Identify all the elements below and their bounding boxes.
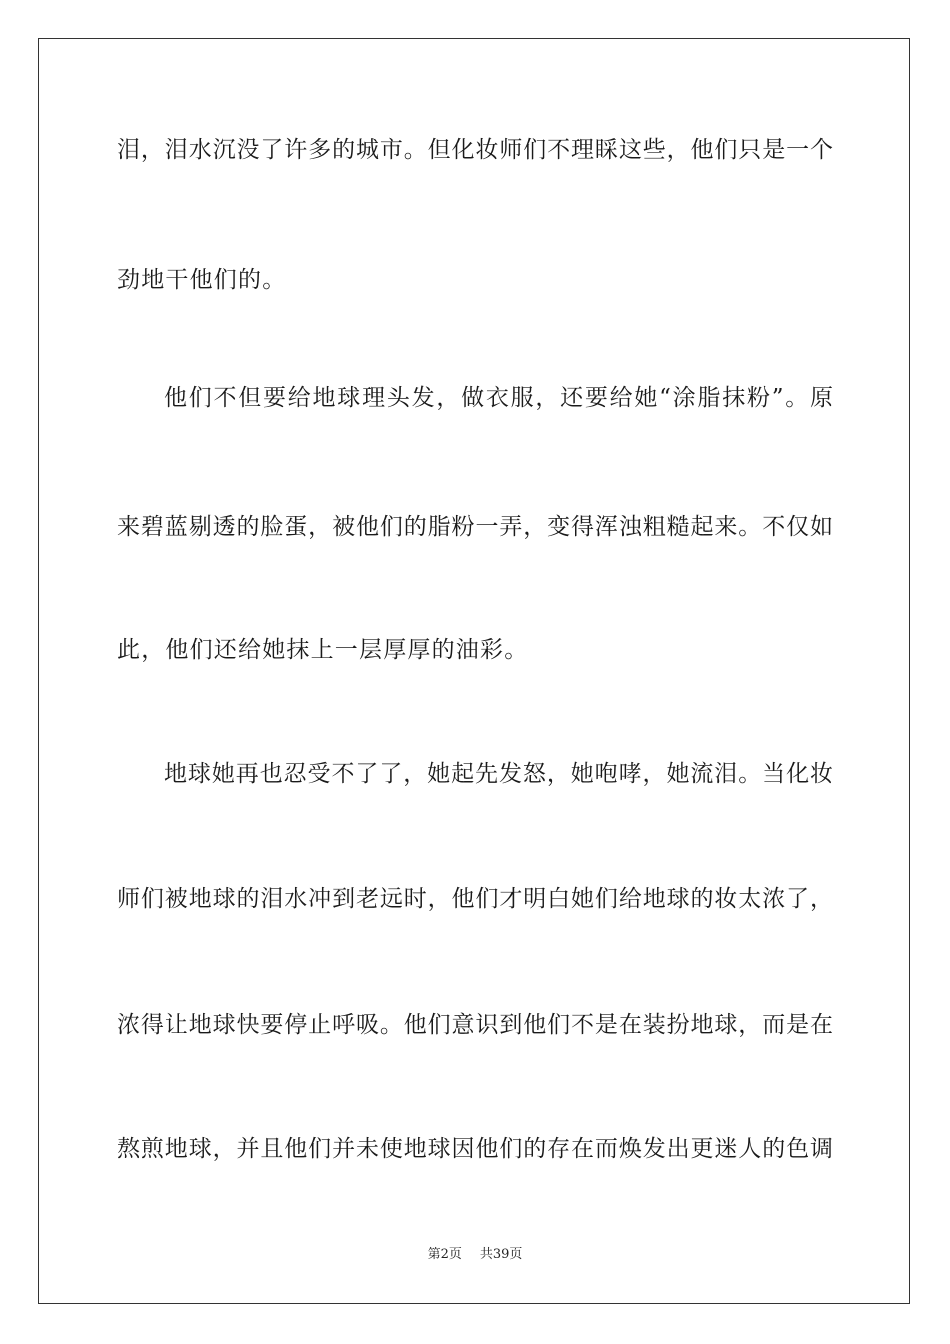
text-line-3: 他们不但要给地球理头发，做衣服，还要给她“涂脂抹粉”。原 — [164, 385, 833, 411]
text-line-4: 来碧蓝剔透的脸蛋，被他们的脂粉一弄，变得浑浊粗糙起来。不仅如 — [117, 514, 833, 540]
text-line-5: 此，他们还给她抹上一层厚厚的油彩。 — [117, 637, 529, 663]
page-border — [38, 38, 910, 1304]
text-line-6: 地球她再也忍受不了了，她起先发怒，她咆哮，她流泪。当化妆 — [164, 761, 833, 787]
total-pages: 共39页 — [479, 1247, 523, 1262]
text-line-2: 劲地干他们的。 — [117, 267, 287, 293]
text-line-9: 熬煎地球，并且他们并未使地球因他们的存在而焕发出更迷人的色调 — [117, 1136, 833, 1162]
text-line-1: 泪，泪水沉没了许多的城市。但化妆师们不理睬这些，他们只是一个 — [117, 137, 833, 163]
page-footer — [0, 1246, 950, 1264]
text-line-7: 师们被地球的泪水冲到老远时，他们才明白她们给地球的妆太浓了， — [117, 886, 833, 912]
page-number: 第2页 — [427, 1247, 462, 1262]
text-line-8: 浓得让地球快要停止呼吸。他们意识到他们不是在装扮地球，而是在 — [117, 1012, 833, 1038]
